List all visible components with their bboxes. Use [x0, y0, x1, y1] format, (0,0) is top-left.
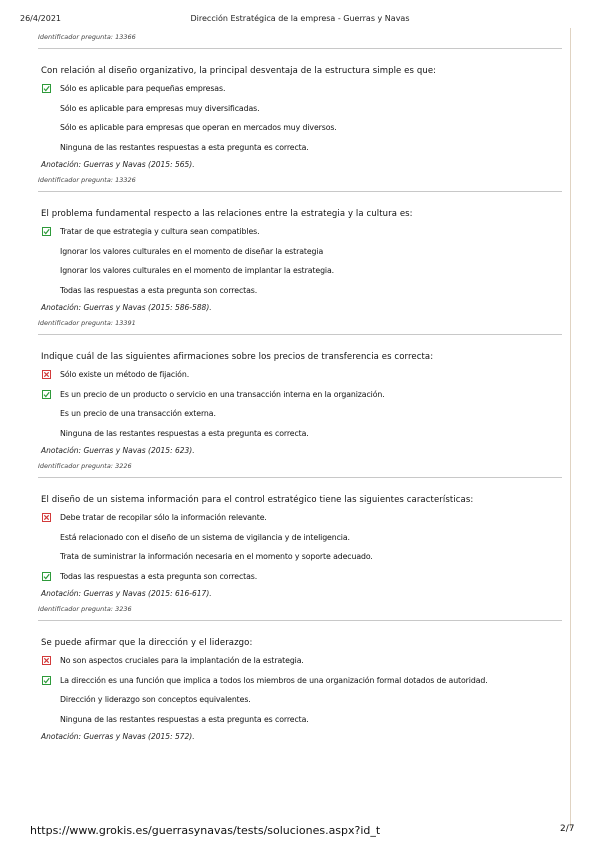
annotation: Anotación: Guerras y Navas (2015: 623). [41, 446, 195, 455]
question-stem: Indique cuál de las siguientes afirmaciones sobre los precios de transferencia es correcta: [41, 352, 434, 362]
question-id: Identificador pregunta: 13366 [38, 33, 136, 41]
answer-option: La dirección es una función que implica a todos los miembros de una organización formal dotados de autoridad. [38, 671, 562, 691]
answer-option: Sólo es aplicable para empresas muy diversificadas. [60, 103, 260, 113]
question-block [38, 192, 562, 335]
answer-option: Dirección y liderazgo son conceptos equivalentes. [60, 695, 251, 704]
question-stem: El diseño de un sistema información para el control estratégico tiene las siguientes características: [41, 495, 474, 505]
answer-option: Ignorar los valores culturales en el momento de implantar la estrategia. [60, 266, 335, 275]
check-icon [42, 676, 51, 685]
question-id: Identificador pregunta: 3236 [38, 605, 132, 613]
annotation: Anotación: Guerras y Navas (2015: 616-617). [41, 589, 212, 598]
answer-option: Debe tratar de recopilar sólo la información relevante. [38, 508, 562, 528]
cross-icon [42, 656, 51, 665]
question-stem: El problema fundamental respecto a las relaciones entre la estrategia y la cultura es: [41, 209, 413, 219]
check-icon [42, 84, 51, 93]
answer-option: Ignorar los valores culturales en el momento de diseñar la estrategia [60, 246, 324, 256]
answer-option: No son aspectos cruciales para la implantación de la estrategia. [38, 651, 562, 671]
question-id: Identificador pregunta: 13391 [38, 319, 136, 327]
annotation: Anotación: Guerras y Navas (2015: 586-588). [41, 303, 212, 312]
question-stem: Con relación al diseño organizativo, la principal desventaja de la estructura simple es que: [41, 66, 437, 76]
answer-option: Sólo existe un método de fijación. [38, 365, 562, 385]
question-block [38, 478, 562, 621]
annotation: Anotación: Guerras y Navas (2015: 565). [41, 160, 195, 169]
header-date: 26/4/2021 [20, 14, 62, 23]
answer-option: Todas las respuestas a esta pregunta son correctas. [38, 567, 562, 587]
margin-line [570, 28, 571, 828]
question-stem: Se puede afirmar que la dirección y el liderazgo: [41, 638, 253, 648]
answer-option: Ninguna de las restantes respuestas a esta pregunta es correcta. [60, 428, 309, 438]
check-icon [42, 572, 51, 581]
check-icon [42, 390, 51, 399]
cross-icon [42, 370, 51, 379]
question-list [38, 30, 562, 745]
annotation: Anotación: Guerras y Navas (2015: 572). [41, 732, 195, 741]
check-icon [42, 227, 51, 236]
answer-option: Ninguna de las restantes respuestas a esta pregunta es correcta. [60, 714, 309, 724]
answer-option: Trata de suministrar la información necesaria en el momento y soporte adecuado. [60, 552, 373, 561]
answer-option: Todas las respuestas a esta pregunta son correctas. [60, 285, 258, 295]
answer-option: Ninguna de las restantes respuestas a esta pregunta es correcta. [60, 142, 309, 152]
answer-option: Es un precio de una transacción externa. [60, 409, 216, 418]
question-block [38, 621, 562, 745]
answer-option: Tratar de que estrategia y cultura sean compatibles. [38, 222, 562, 242]
question-id: Identificador pregunta: 13326 [38, 176, 136, 184]
answer-option: Es un precio de un producto o servicio en una transacción interna en la organización. [38, 385, 562, 405]
question-block [38, 335, 562, 478]
footer-url: https://www.grokis.es/guerrasynavas/tests/soluciones.aspx?id_t [30, 824, 381, 837]
header-title: Dirección Estratégica de la empresa - Guerras y Navas [190, 14, 410, 23]
answer-option: Sólo es aplicable para empresas que operan en mercados muy diversos. [60, 123, 337, 132]
cross-icon [42, 513, 51, 522]
question-block [38, 49, 562, 192]
answer-option: Está relacionado con el diseño de un sistema de vigilancia y de inteligencia. [60, 532, 350, 542]
page-number: 2/7 [560, 824, 575, 834]
answer-option: Sólo es aplicable para pequeñas empresas. [38, 79, 562, 99]
question-id: Identificador pregunta: 3226 [38, 462, 132, 470]
